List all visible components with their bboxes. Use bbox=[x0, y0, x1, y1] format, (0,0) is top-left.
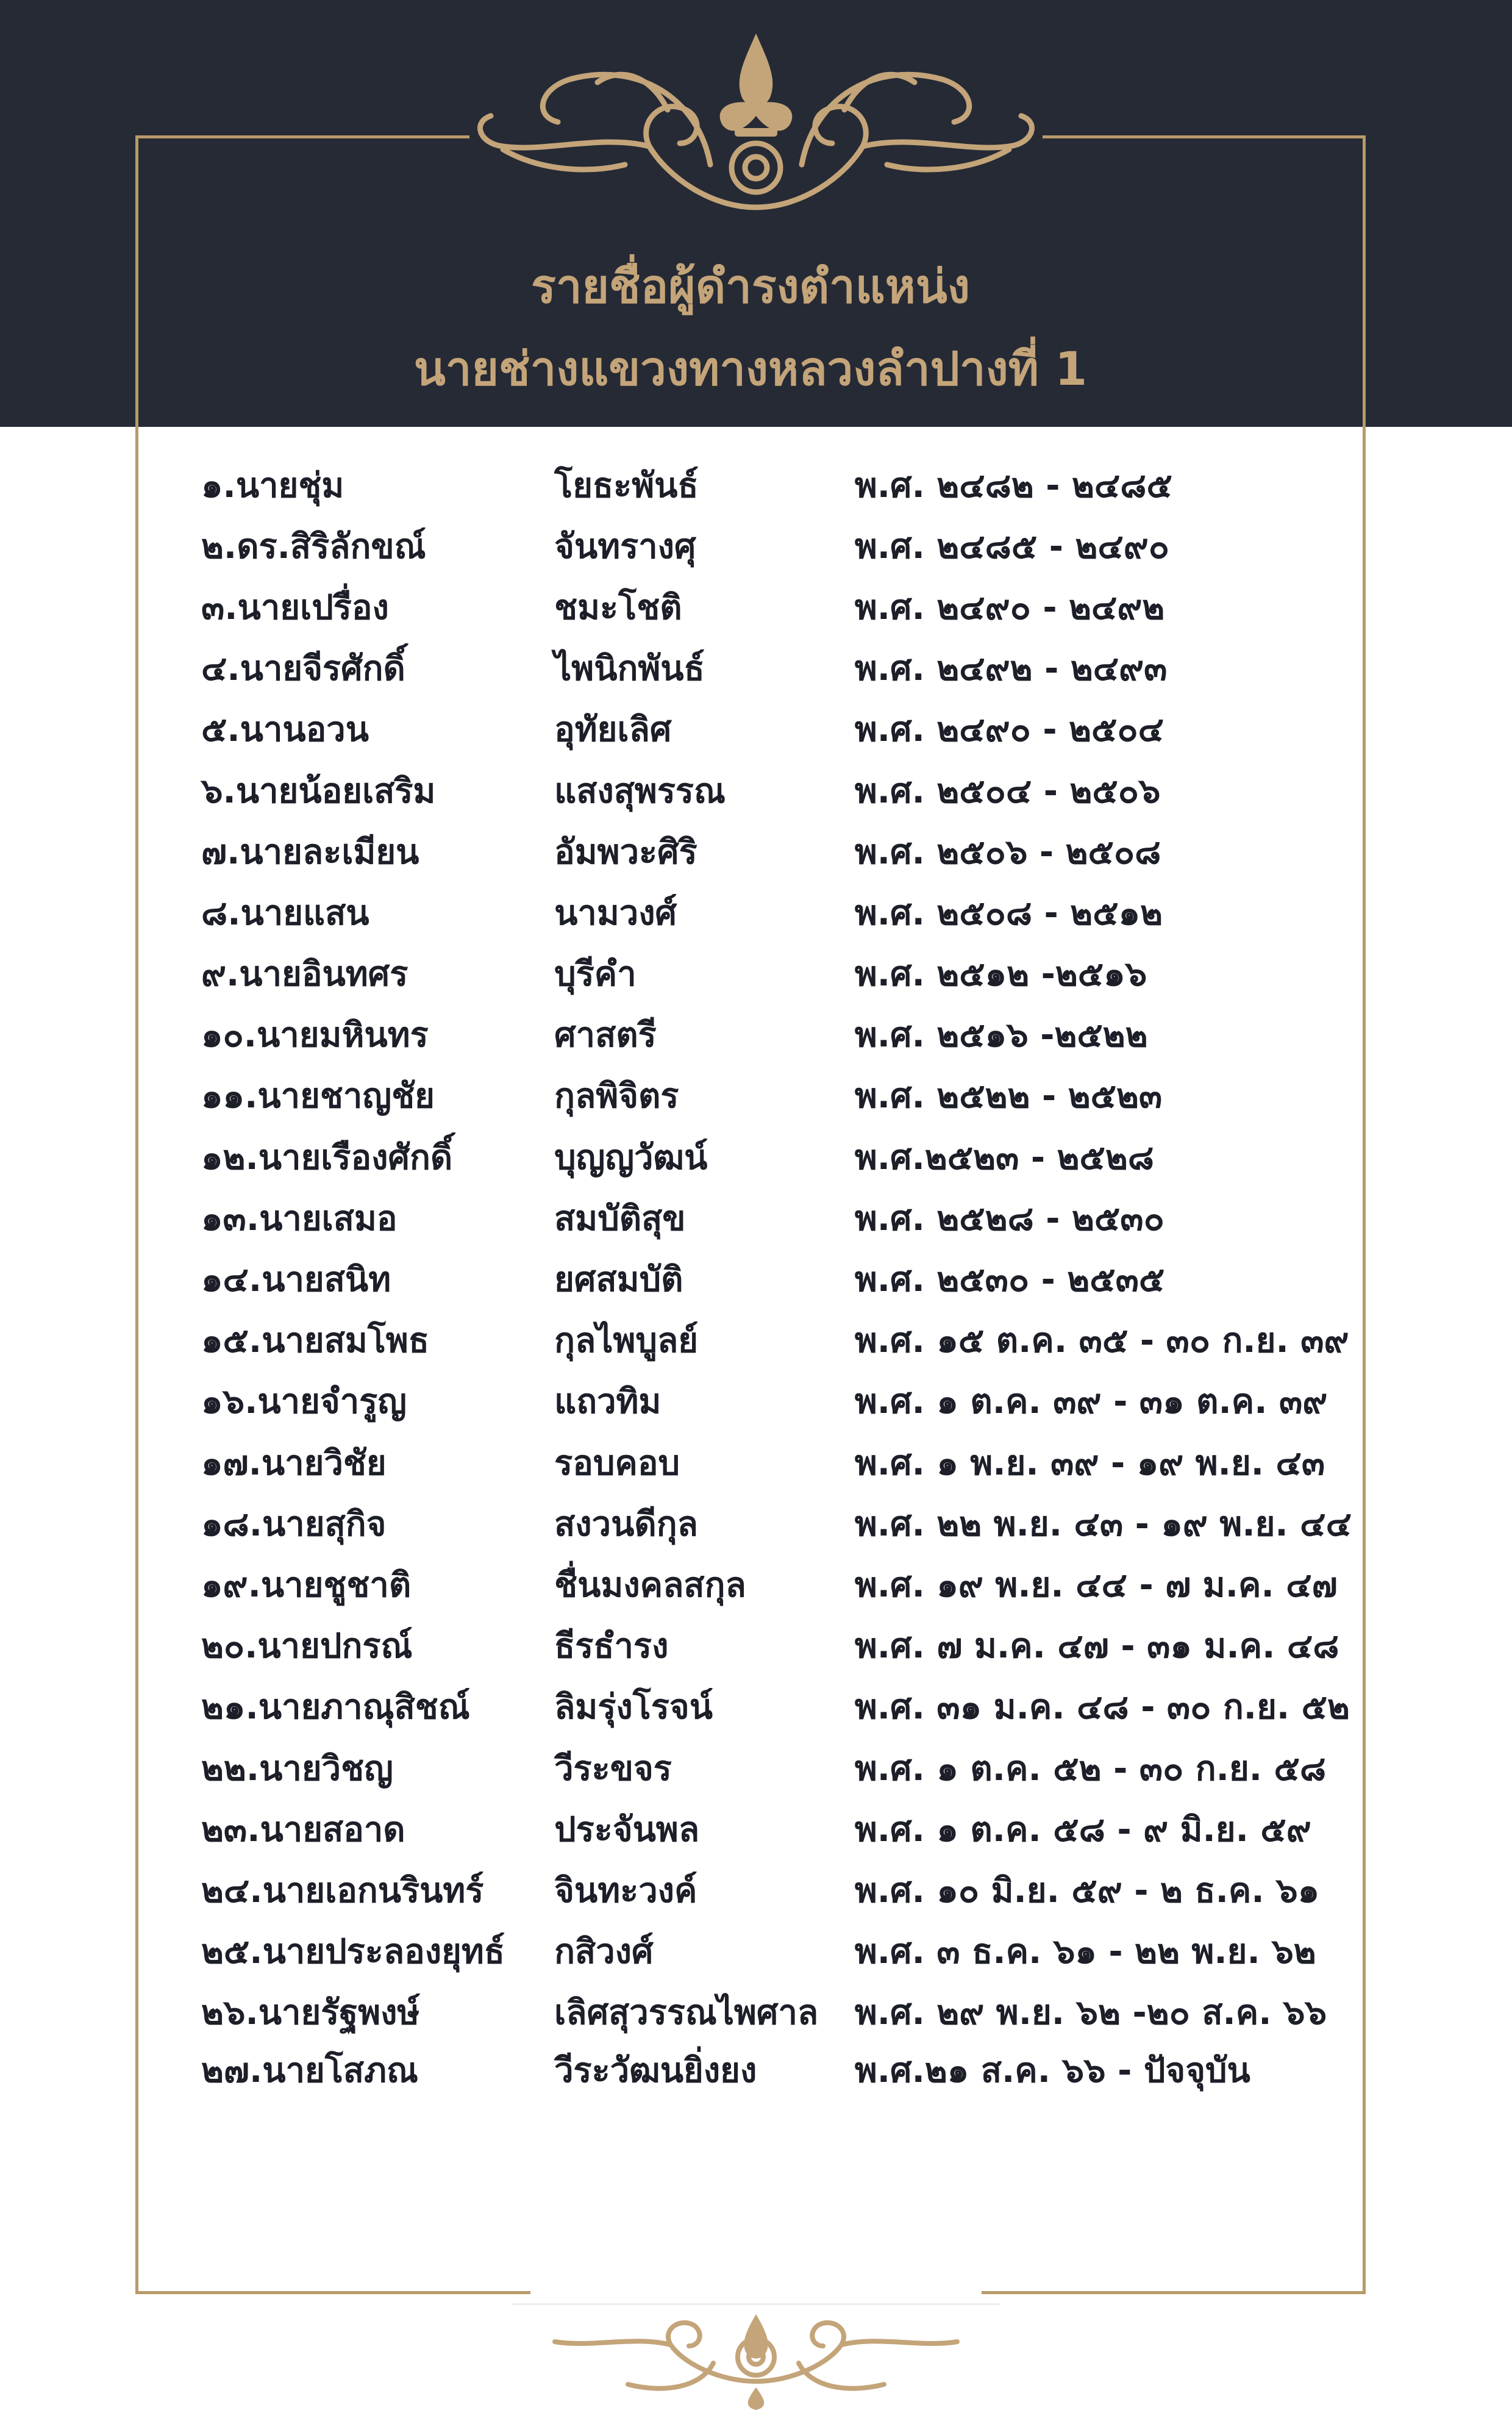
term-of-office: พ.ศ. ๒๕๐๖ - ๒๕๐๘ bbox=[854, 832, 1161, 872]
officeholder-name: ๓.นายเปรื่อง bbox=[201, 587, 389, 628]
page-subtitle: นายช่างแขวงทางหลวงลำปางที่ 1 bbox=[413, 341, 1088, 396]
term-of-office: พ.ศ. ๒๕๐๔ - ๒๕๐๖ bbox=[854, 771, 1161, 811]
term-of-office: พ.ศ. ๓๑ ม.ค. ๔๘ - ๓๐ ก.ย. ๕๒ bbox=[854, 1687, 1350, 1728]
term-of-office: พ.ศ. ๒๒ พ.ย. ๔๓ - ๑๙ พ.ย. ๔๔ bbox=[854, 1504, 1352, 1544]
officeholder-surname: ประจันพล bbox=[554, 1809, 700, 1850]
table-row bbox=[201, 1432, 1360, 1493]
officeholder-name: ๑๖.นายจำรูญ bbox=[201, 1382, 407, 1422]
officeholder-name: ๒๔.นายเอกนรินทร์ bbox=[201, 1870, 484, 1911]
table-row bbox=[201, 1737, 1360, 1798]
term-of-office: พ.ศ.๒๑ ส.ค. ๖๖ - ปัจจุบัน bbox=[854, 2050, 1250, 2090]
officeholder-surname: โยธะพันธ์ bbox=[554, 465, 699, 506]
term-of-office: พ.ศ. ๒๕๒๒ - ๒๕๒๓ bbox=[854, 1076, 1163, 1117]
term-of-office: พ.ศ. ๑๙ พ.ย. ๔๔ - ๗ ม.ค. ๔๗ bbox=[854, 1565, 1338, 1605]
table-row bbox=[201, 1187, 1360, 1248]
officeholder-name: ๑๓.นายเสมอ bbox=[201, 1198, 398, 1239]
officeholder-surname: กสิวงศ์ bbox=[554, 1932, 654, 1972]
officeholder-name: ๖.นายน้อยเสริม bbox=[201, 771, 436, 811]
term-of-office: พ.ศ. ๒๔๘๕ - ๒๔๙๐ bbox=[854, 526, 1169, 567]
term-of-office: พ.ศ. ๒๔๙๒ - ๒๔๙๓ bbox=[854, 649, 1168, 689]
table-row bbox=[201, 454, 1360, 515]
officeholder-name: ๑๒.นายเรืองศักดิ์ bbox=[201, 1137, 453, 1178]
officeholder-surname: ธีรธำรง bbox=[554, 1626, 669, 1667]
officeholder-surname: แถวทิม bbox=[554, 1382, 661, 1422]
term-of-office: พ.ศ. ๑ พ.ย. ๓๙ - ๑๙ พ.ย. ๔๓ bbox=[854, 1443, 1325, 1483]
officeholder-name: ๘.นายแสน bbox=[201, 893, 369, 933]
table-row bbox=[201, 1004, 1360, 1065]
table-row bbox=[201, 1798, 1360, 1859]
officeholder-name: ๑๑.นายชาญชัย bbox=[201, 1076, 435, 1117]
table-row bbox=[201, 1248, 1360, 1309]
officeholder-name: ๑๐.นายมหินทร bbox=[201, 1015, 429, 1056]
table-row bbox=[201, 1921, 1360, 1982]
table-row bbox=[201, 1310, 1360, 1371]
table-row bbox=[201, 943, 1360, 1004]
table-row bbox=[201, 576, 1360, 637]
officeholder-name: ๒๗.นายโสภณ bbox=[201, 2050, 418, 2090]
table-row bbox=[201, 1554, 1360, 1615]
officeholder-name: ๒๑.นายภาณุสิชณ์ bbox=[201, 1687, 470, 1728]
officeholder-surname: ศาสตรี bbox=[554, 1015, 657, 1056]
officeholder-surname: สงวนดีกุล bbox=[554, 1504, 698, 1544]
term-of-office: พ.ศ. ๒๔๙๐ - ๒๔๙๒ bbox=[854, 587, 1165, 628]
officeholder-surname: บุรีคำ bbox=[554, 954, 637, 995]
table-row bbox=[201, 760, 1360, 821]
term-of-office: พ.ศ. ๒๕๒๘ - ๒๕๓๐ bbox=[854, 1198, 1164, 1239]
officeholder-surname: อุทัยเลิศ bbox=[554, 710, 672, 750]
table-row bbox=[201, 1859, 1360, 1920]
table-row bbox=[201, 1126, 1360, 1187]
officeholder-name: ๑๘.นายสุกิจ bbox=[201, 1504, 387, 1544]
term-of-office: พ.ศ. ๒๔๘๒ - ๒๔๘๕ bbox=[854, 465, 1172, 506]
term-of-office: พ.ศ. ๒๕๓๐ - ๒๕๓๕ bbox=[854, 1260, 1165, 1300]
officeholder-list bbox=[201, 454, 1360, 2097]
officeholder-surname: เลิศสุวรรณไพศาล bbox=[554, 1993, 819, 2033]
table-row bbox=[201, 515, 1360, 576]
officeholder-surname: บุญญวัฒน์ bbox=[554, 1137, 708, 1178]
officeholder-name: ๑๕.นายสมโพธ bbox=[201, 1321, 430, 1361]
officeholder-surname: วีระขจร bbox=[554, 1748, 672, 1789]
officeholder-surname: สมบัติสุข bbox=[554, 1198, 686, 1239]
officeholder-surname: กุลพิจิตร bbox=[554, 1076, 679, 1117]
officeholder-surname: จันทรางศุ bbox=[554, 526, 696, 567]
officeholder-name: ๒๒.นายวิชญ bbox=[201, 1748, 393, 1789]
term-of-office: พ.ศ. ๗ ม.ค. ๔๗ - ๓๑ ม.ค. ๔๘ bbox=[854, 1626, 1339, 1667]
table-row bbox=[201, 1065, 1360, 1126]
officeholder-name: ๒๐.นายปกรณ์ bbox=[201, 1626, 413, 1667]
term-of-office: พ.ศ.๒๕๒๓ - ๒๕๒๘ bbox=[854, 1137, 1155, 1178]
officeholder-table bbox=[201, 454, 1360, 2097]
term-of-office: พ.ศ. ๒๙ พ.ย. ๖๒ -๒๐ ส.ค. ๖๖ bbox=[854, 1993, 1327, 2033]
officeholder-surname: ชมะโชติ bbox=[554, 587, 682, 628]
term-of-office: พ.ศ. ๑๐ มิ.ย. ๕๙ - ๒ ธ.ค. ๖๑ bbox=[854, 1870, 1320, 1911]
page-title: รายชื่อผู้ดำรงตำแหน่ง bbox=[531, 259, 970, 313]
officeholder-surname: ยศสมบัติ bbox=[554, 1260, 683, 1300]
officeholder-name: ๒๕.นายประลองยุทธ์ bbox=[201, 1932, 505, 1972]
term-of-office: พ.ศ. ๓ ธ.ค. ๖๑ - ๒๒ พ.ย. ๖๒ bbox=[854, 1932, 1316, 1972]
officeholder-surname: จินทะวงค์ bbox=[554, 1870, 697, 1911]
officeholder-name: ๒.ดร.สิริลักขณ์ bbox=[201, 526, 426, 567]
table-row bbox=[201, 882, 1360, 943]
table-row bbox=[201, 638, 1360, 699]
term-of-office: พ.ศ. ๒๕๑๖ -๒๕๒๒ bbox=[854, 1015, 1148, 1056]
officeholder-surname: วีระวัฒนยิ่งยง bbox=[554, 2050, 757, 2090]
table-row bbox=[201, 821, 1360, 882]
term-of-office: พ.ศ. ๑ ต.ค. ๕๘ - ๙ มิ.ย. ๕๙ bbox=[854, 1809, 1311, 1850]
officeholder-name: ๑๙.นายชูชาติ bbox=[201, 1565, 412, 1605]
term-of-office: พ.ศ. ๒๔๙๐ - ๒๕๐๔ bbox=[854, 710, 1164, 750]
officeholder-name: ๙.นายอินทศร bbox=[201, 954, 408, 995]
table-row bbox=[201, 2043, 1360, 2097]
officeholder-name: ๗.นายละเมียน bbox=[201, 832, 419, 872]
officeholder-name: ๔.นายจีรศักดิ์ bbox=[201, 649, 405, 689]
officeholder-surname: รอบคอบ bbox=[554, 1443, 680, 1483]
table-row bbox=[201, 1982, 1360, 2043]
officeholder-surname: ไพนิกพันธ์ bbox=[554, 649, 705, 689]
term-of-office: พ.ศ. ๑ ต.ค. ๕๒ - ๓๐ ก.ย. ๕๘ bbox=[854, 1748, 1327, 1789]
officeholder-surname: อัมพวะศิริ bbox=[554, 832, 697, 872]
gold-flourish-top-icon bbox=[466, 24, 1046, 220]
term-of-office: พ.ศ. ๑ ต.ค. ๓๙ - ๓๑ ต.ค. ๓๙ bbox=[854, 1382, 1328, 1422]
term-of-office: พ.ศ. ๒๕๐๘ - ๒๕๑๒ bbox=[854, 893, 1163, 933]
term-of-office: พ.ศ. ๒๕๑๒ -๒๕๑๖ bbox=[854, 954, 1147, 995]
officeholder-surname: ลิมรุ่งโรจน์ bbox=[554, 1687, 713, 1728]
table-row bbox=[201, 1615, 1360, 1676]
officeholder-name: ๒๓.นายสอาด bbox=[201, 1809, 405, 1850]
gold-flourish-bottom-icon bbox=[537, 2278, 975, 2410]
term-of-office: พ.ศ. ๑๕ ต.ค. ๓๕ - ๓๐ ก.ย. ๓๙ bbox=[854, 1321, 1349, 1361]
officeholder-name: ๑๔.นายสนิท bbox=[201, 1260, 391, 1300]
officeholder-surname: ชื่นมงคลสกุล bbox=[554, 1565, 746, 1605]
officeholder-surname: นามวงศ์ bbox=[554, 893, 677, 933]
officeholder-name: ๑.นายชุ่ม bbox=[201, 465, 344, 506]
table-row bbox=[201, 1676, 1360, 1737]
table-row bbox=[201, 1493, 1360, 1554]
officeholder-name: ๒๖.นายรัฐพงษ์ bbox=[201, 1993, 420, 2033]
table-row bbox=[201, 699, 1360, 760]
table-row bbox=[201, 1371, 1360, 1432]
officeholder-surname: แสงสุพรรณ bbox=[554, 771, 726, 811]
officeholder-name: ๑๗.นายวิชัย bbox=[201, 1443, 387, 1483]
officeholder-surname: กุลไพบูลย์ bbox=[554, 1321, 699, 1361]
officeholder-name: ๕.นานอวน bbox=[201, 710, 369, 750]
